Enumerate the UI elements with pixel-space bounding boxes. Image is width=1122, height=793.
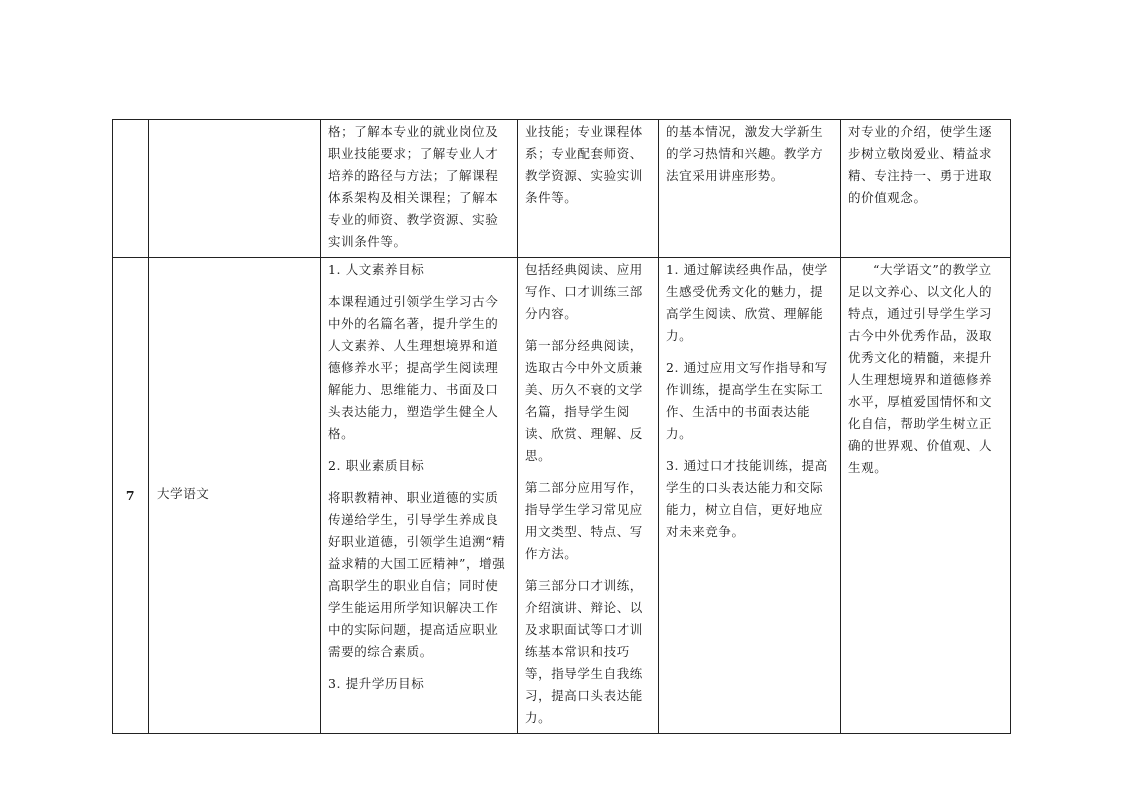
requirements-paragraph: 1. 通过解读经典作品，使学生感受优秀文化的魅力，提高学生阅读、欣赏、理解能力。 [666, 262, 828, 343]
requirements-paragraph: 的基本情况，激发大学新生的学习热情和兴趣。教学方法宜采用讲座形势。 [666, 124, 824, 183]
content-paragraph: 第二部分应用写作，指导学生学习常见应用文类型、特点、写作方法。 [525, 480, 643, 561]
content-cell [518, 120, 659, 258]
course-name: 大学语文 [157, 486, 210, 501]
content-paragraph: 第一部分经典阅读，选取古今中外文质兼美、历久不衰的文学名篇，指导学生阅读、欣赏、理解、反思。 [525, 338, 643, 463]
row-number-cell: 7 [113, 258, 149, 734]
content-paragraph: 第三部分口才训练，介绍演讲、辩论、以及求职面试等口才训练基本常识和技巧等，指导学生自我练习，提高口头表达能力。 [525, 578, 643, 725]
course-name-cell [149, 120, 321, 258]
table-row-7 [113, 258, 1011, 734]
objective-paragraph: 本课程通过引领学生学习古今中外的名篇名著，提升学生的人文素养、人生理想境界和道德修养水平；提高学生阅读理解能力、思维能力、书面及口头表达能力，塑造学生健全人格。 [328, 294, 499, 441]
course-name-cell [149, 258, 321, 734]
ideology-cell [841, 120, 1011, 258]
row-number-cell [113, 120, 149, 258]
objective-heading: 2. 职业素质目标 [328, 458, 425, 473]
ideology-paragraph: 对专业的介绍，使学生逐步树立敬岗爱业、精益求精、专注持一、勇于进取的价值观念。 [848, 124, 993, 205]
ideology-paragraph: “大学语文”的教学立足以文养心、以文化人的特点，通过引导学生学习古今中外优秀作品，汲取优秀文化的精髓，来提升人生理想境界和道德修养水平，厚植爱国情怀和文化自信，帮助学生树立正确的世界观、价值观、人生观。 [848, 262, 993, 475]
content-paragraph: 业技能；专业课程体系；专业配套师资、教学资源、实验实训条件等。 [525, 124, 643, 205]
ideology-cell [841, 258, 1011, 734]
objective-heading: 3. 提升学历目标 [328, 676, 425, 691]
objectives-cell [321, 120, 518, 258]
objective-paragraph: 将职教精神、职业道德的实质传递给学生，引导学生养成良好职业道德，引领学生追溯“精益求精的大国工匠精神”，增强高职学生的职业自信；同时使学生能运用所学知识解决工作中的实际问题，提高适应职业需要的综合素质。 [328, 490, 506, 659]
requirements-cell [659, 258, 841, 734]
requirements-cell [659, 120, 841, 258]
curriculum-table [112, 119, 1011, 734]
requirements-paragraph: 2. 通过应用文写作指导和写作训练，提高学生在实际工作、生活中的书面表达能力。 [666, 360, 828, 441]
content-cell [518, 258, 659, 734]
content-paragraph: 包括经典阅读、应用写作、口才训练三部分内容。 [525, 262, 643, 321]
objectives-paragraph: 格；了解本专业的就业岗位及职业技能要求；了解专业人才培养的路径与方法；了解课程体系架构及相关课程；了解本专业的师资、教学资源、实验实训条件等。 [328, 124, 499, 249]
table-row-continued [113, 120, 1011, 258]
objective-heading: 1. 人文素养目标 [328, 262, 425, 277]
objectives-cell [321, 258, 518, 734]
requirements-paragraph: 3. 通过口才技能训练，提高学生的口头表达能力和交际能力，树立自信，更好地应对未来竞争。 [666, 458, 828, 539]
